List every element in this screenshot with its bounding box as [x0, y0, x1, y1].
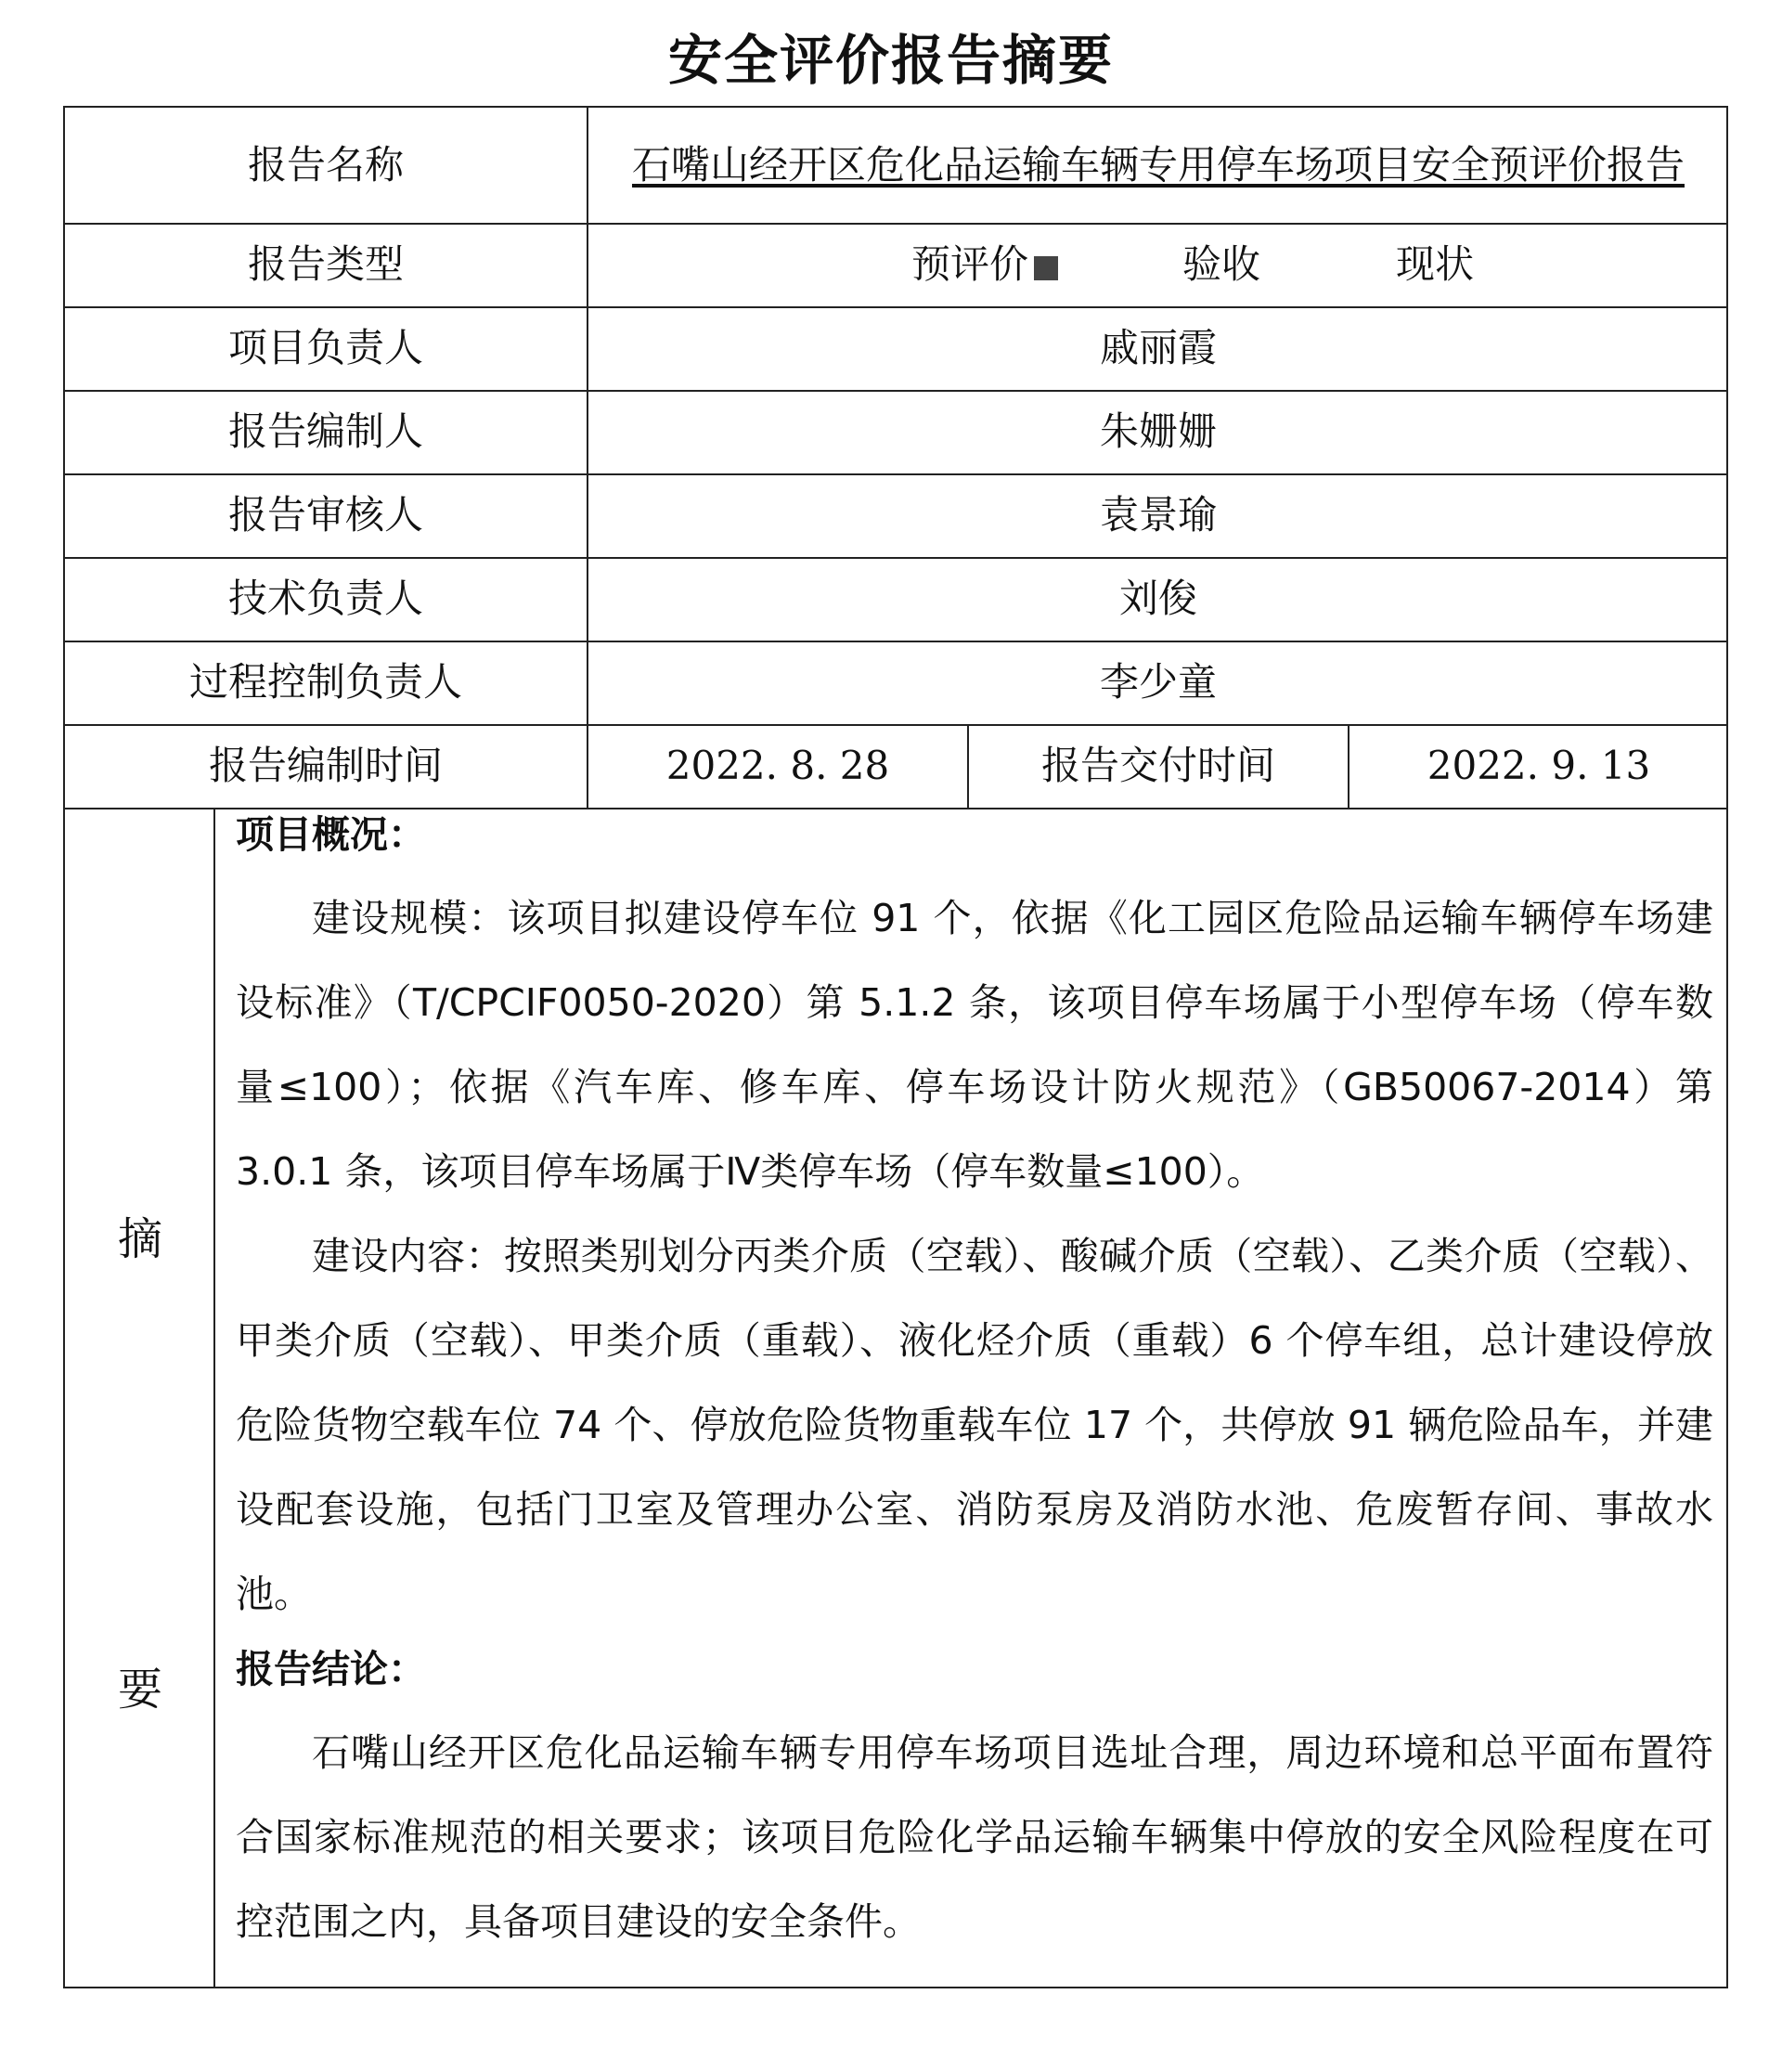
summary-side-label-top: 摘 [117, 1213, 162, 1265]
delivery-date-label: 报告交付时间 [1040, 742, 1275, 788]
document-title: 安全评价报告摘要 [667, 29, 1114, 92]
column-divider [213, 808, 215, 1988]
project-lead-value: 戚丽霞 [1099, 324, 1217, 370]
option-label: 预评价 [911, 240, 1029, 287]
compile-date-label: 报告编制时间 [208, 742, 443, 788]
checked-box-icon [1034, 256, 1058, 280]
report-name-value [588, 108, 1728, 223]
compiler-value: 朱姗姗 [1099, 408, 1217, 454]
report-type-option-status: 现状 [1396, 240, 1475, 287]
conclusion-heading: 报告结论： [236, 1647, 426, 1691]
overview-heading: 项目概况： [236, 812, 426, 857]
content-paragraph: 建设内容：按照类别划分丙类介质（空载）、酸碱介质（空载）、乙类介质（空载）、甲类介质（空载）、甲类介质（重载）、液化烃介质（重载）6 个停车组，总计建设停放危险货物空载车位 74 个、停放危险货物重载车位 17 个，共停放 91 辆危险品车，并建设配套设施，包括门卫室及管理办公室、消防泵房及消防水池、危废暂存间、事故水池。 [236, 1234, 1713, 1616]
reviewer-value: 袁景瑜 [1099, 491, 1217, 537]
report-name-text: 石嘴山经开区危化品运输车辆专用停车场项目安全预评价报告 [631, 141, 1685, 188]
tech-lead-label: 技术负责人 [227, 575, 423, 621]
delivery-date-value: 2022. 9. 13 [1427, 742, 1651, 788]
tech-lead-value: 刘俊 [1118, 575, 1197, 621]
report-type-options [588, 223, 1728, 306]
compiler-label: 报告编制人 [227, 408, 423, 454]
report-type-option-acceptance: 验收 [1182, 240, 1261, 287]
report-name-label: 报告名称 [247, 141, 404, 188]
report-type-label: 报告类型 [247, 240, 404, 287]
conclusion-paragraph: 石嘴山经开区危化品运输车辆专用停车场项目选址合理，周边环境和总平面布置符合国家标准规范的相关要求；该项目危险化学品运输车辆集中停放的安全风险程度在可控范围之内，具备项目建设的安全条件。 [236, 1730, 1713, 1944]
process-control-label: 过程控制负责人 [188, 658, 462, 705]
process-control-value: 李少童 [1099, 658, 1217, 705]
report-type-option-preassessment [911, 242, 1058, 287]
scale-paragraph: 建设规模：该项目拟建设停车位 91 个，依据《化工园区危险品运输车辆停车场建设标准》（T/CPCIF0050-2020）第 5.1.2 条，该项目停车场属于小型停车场（停车数量≤100）；依据《汽车库、修车库、停车场设计防火规范》（GB50067-2014）第 3.0.1 条，该项目停车场属于Ⅳ类停车场（停车数量≤100）。 [236, 896, 1713, 1194]
project-lead-label: 项目负责人 [227, 324, 423, 370]
reviewer-label: 报告审核人 [227, 491, 423, 537]
summary-side-label-bottom: 要 [117, 1664, 162, 1716]
compile-date-value: 2022. 8. 28 [665, 742, 890, 788]
summary-body [236, 808, 1713, 1964]
